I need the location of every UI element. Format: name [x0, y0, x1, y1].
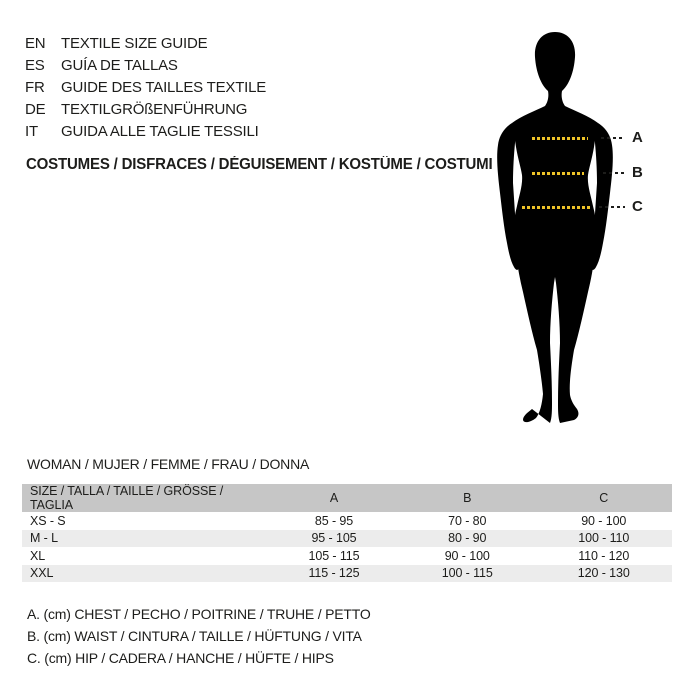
language-code: FR	[25, 79, 45, 96]
table-row	[22, 565, 672, 583]
language-code: EN	[25, 35, 46, 52]
language-row-en	[25, 33, 266, 55]
table-row	[22, 530, 672, 548]
language-label: GUIDE DES TAILLES TEXTILE	[61, 79, 267, 96]
language-code: IT	[25, 123, 38, 140]
size-cell: XL	[30, 548, 46, 563]
language-row-fr	[25, 77, 266, 99]
hip-measure-line	[522, 206, 590, 209]
legend-waist: B. (cm) WAIST / CINTURA / TAILLE / HÜFTUNG / VITA	[27, 628, 362, 644]
waist-cell: 100 - 115	[441, 566, 493, 581]
size-guide-figure	[455, 28, 700, 428]
language-row-es	[25, 55, 266, 77]
chest-cell: 95 - 105	[311, 531, 357, 546]
table-row	[22, 512, 672, 530]
column-header-c: C	[536, 484, 673, 512]
category-title: COSTUMES / DISFRACES / DÉGUISEMENT / KOSTÜME / COSTUMI	[26, 156, 493, 173]
size-table	[22, 484, 672, 582]
hip-cell: 90 - 100	[581, 513, 627, 528]
table-title: WOMAN / MUJER / FEMME / FRAU / DONNA	[27, 456, 310, 472]
legend-hip: C. (cm) HIP / CADERA / HANCHE / HÜFTE / HIPS	[27, 650, 334, 666]
chest-connector-line	[601, 137, 625, 139]
column-header-b: B	[399, 484, 536, 512]
language-label: TEXTILE SIZE GUIDE	[61, 35, 208, 52]
language-label: TEXTILGRÖßENFÜHRUNG	[61, 101, 248, 118]
column-header-a: A	[269, 484, 399, 512]
marker-label-c: C	[632, 198, 643, 215]
language-label: GUÍA DE TALLAS	[61, 57, 178, 74]
table-header-row	[22, 484, 672, 512]
marker-label-a: A	[632, 129, 643, 146]
table-row	[22, 547, 672, 565]
language-code: DE	[25, 101, 46, 118]
legend-chest: A. (cm) CHEST / PECHO / POITRINE / TRUHE / PETTO	[27, 606, 371, 622]
marker-label-b: B	[632, 164, 643, 181]
size-cell: XS - S	[30, 513, 66, 528]
waist-connector-line	[603, 172, 625, 174]
chest-cell: 115 - 125	[308, 566, 360, 581]
language-label: GUIDA ALLE TAGLIE TESSILI	[61, 123, 259, 140]
language-code: ES	[25, 57, 45, 74]
language-row-de	[25, 99, 266, 121]
waist-cell: 90 - 100	[444, 548, 490, 563]
waist-cell: 80 - 90	[448, 531, 487, 546]
chest-cell: 85 - 95	[314, 513, 354, 528]
size-cell: M - L	[30, 531, 58, 546]
size-cell: XXL	[30, 566, 54, 581]
hip-cell: 120 - 130	[577, 566, 630, 581]
waist-measure-line	[532, 172, 584, 175]
waist-cell: 70 - 80	[448, 513, 487, 528]
chest-measure-line	[532, 137, 588, 140]
language-row-it	[25, 121, 266, 143]
hip-cell: 100 - 110	[578, 531, 630, 546]
language-list	[25, 33, 266, 143]
column-header-size: SIZE / TALLA / TAILLE / GRÖSSE / TAGLIA	[22, 484, 269, 512]
woman-silhouette-icon	[455, 28, 625, 428]
measurement-legend	[27, 603, 371, 669]
hip-connector-line	[599, 206, 625, 208]
chest-cell: 105 - 115	[308, 548, 360, 563]
hip-cell: 110 - 120	[578, 548, 630, 563]
